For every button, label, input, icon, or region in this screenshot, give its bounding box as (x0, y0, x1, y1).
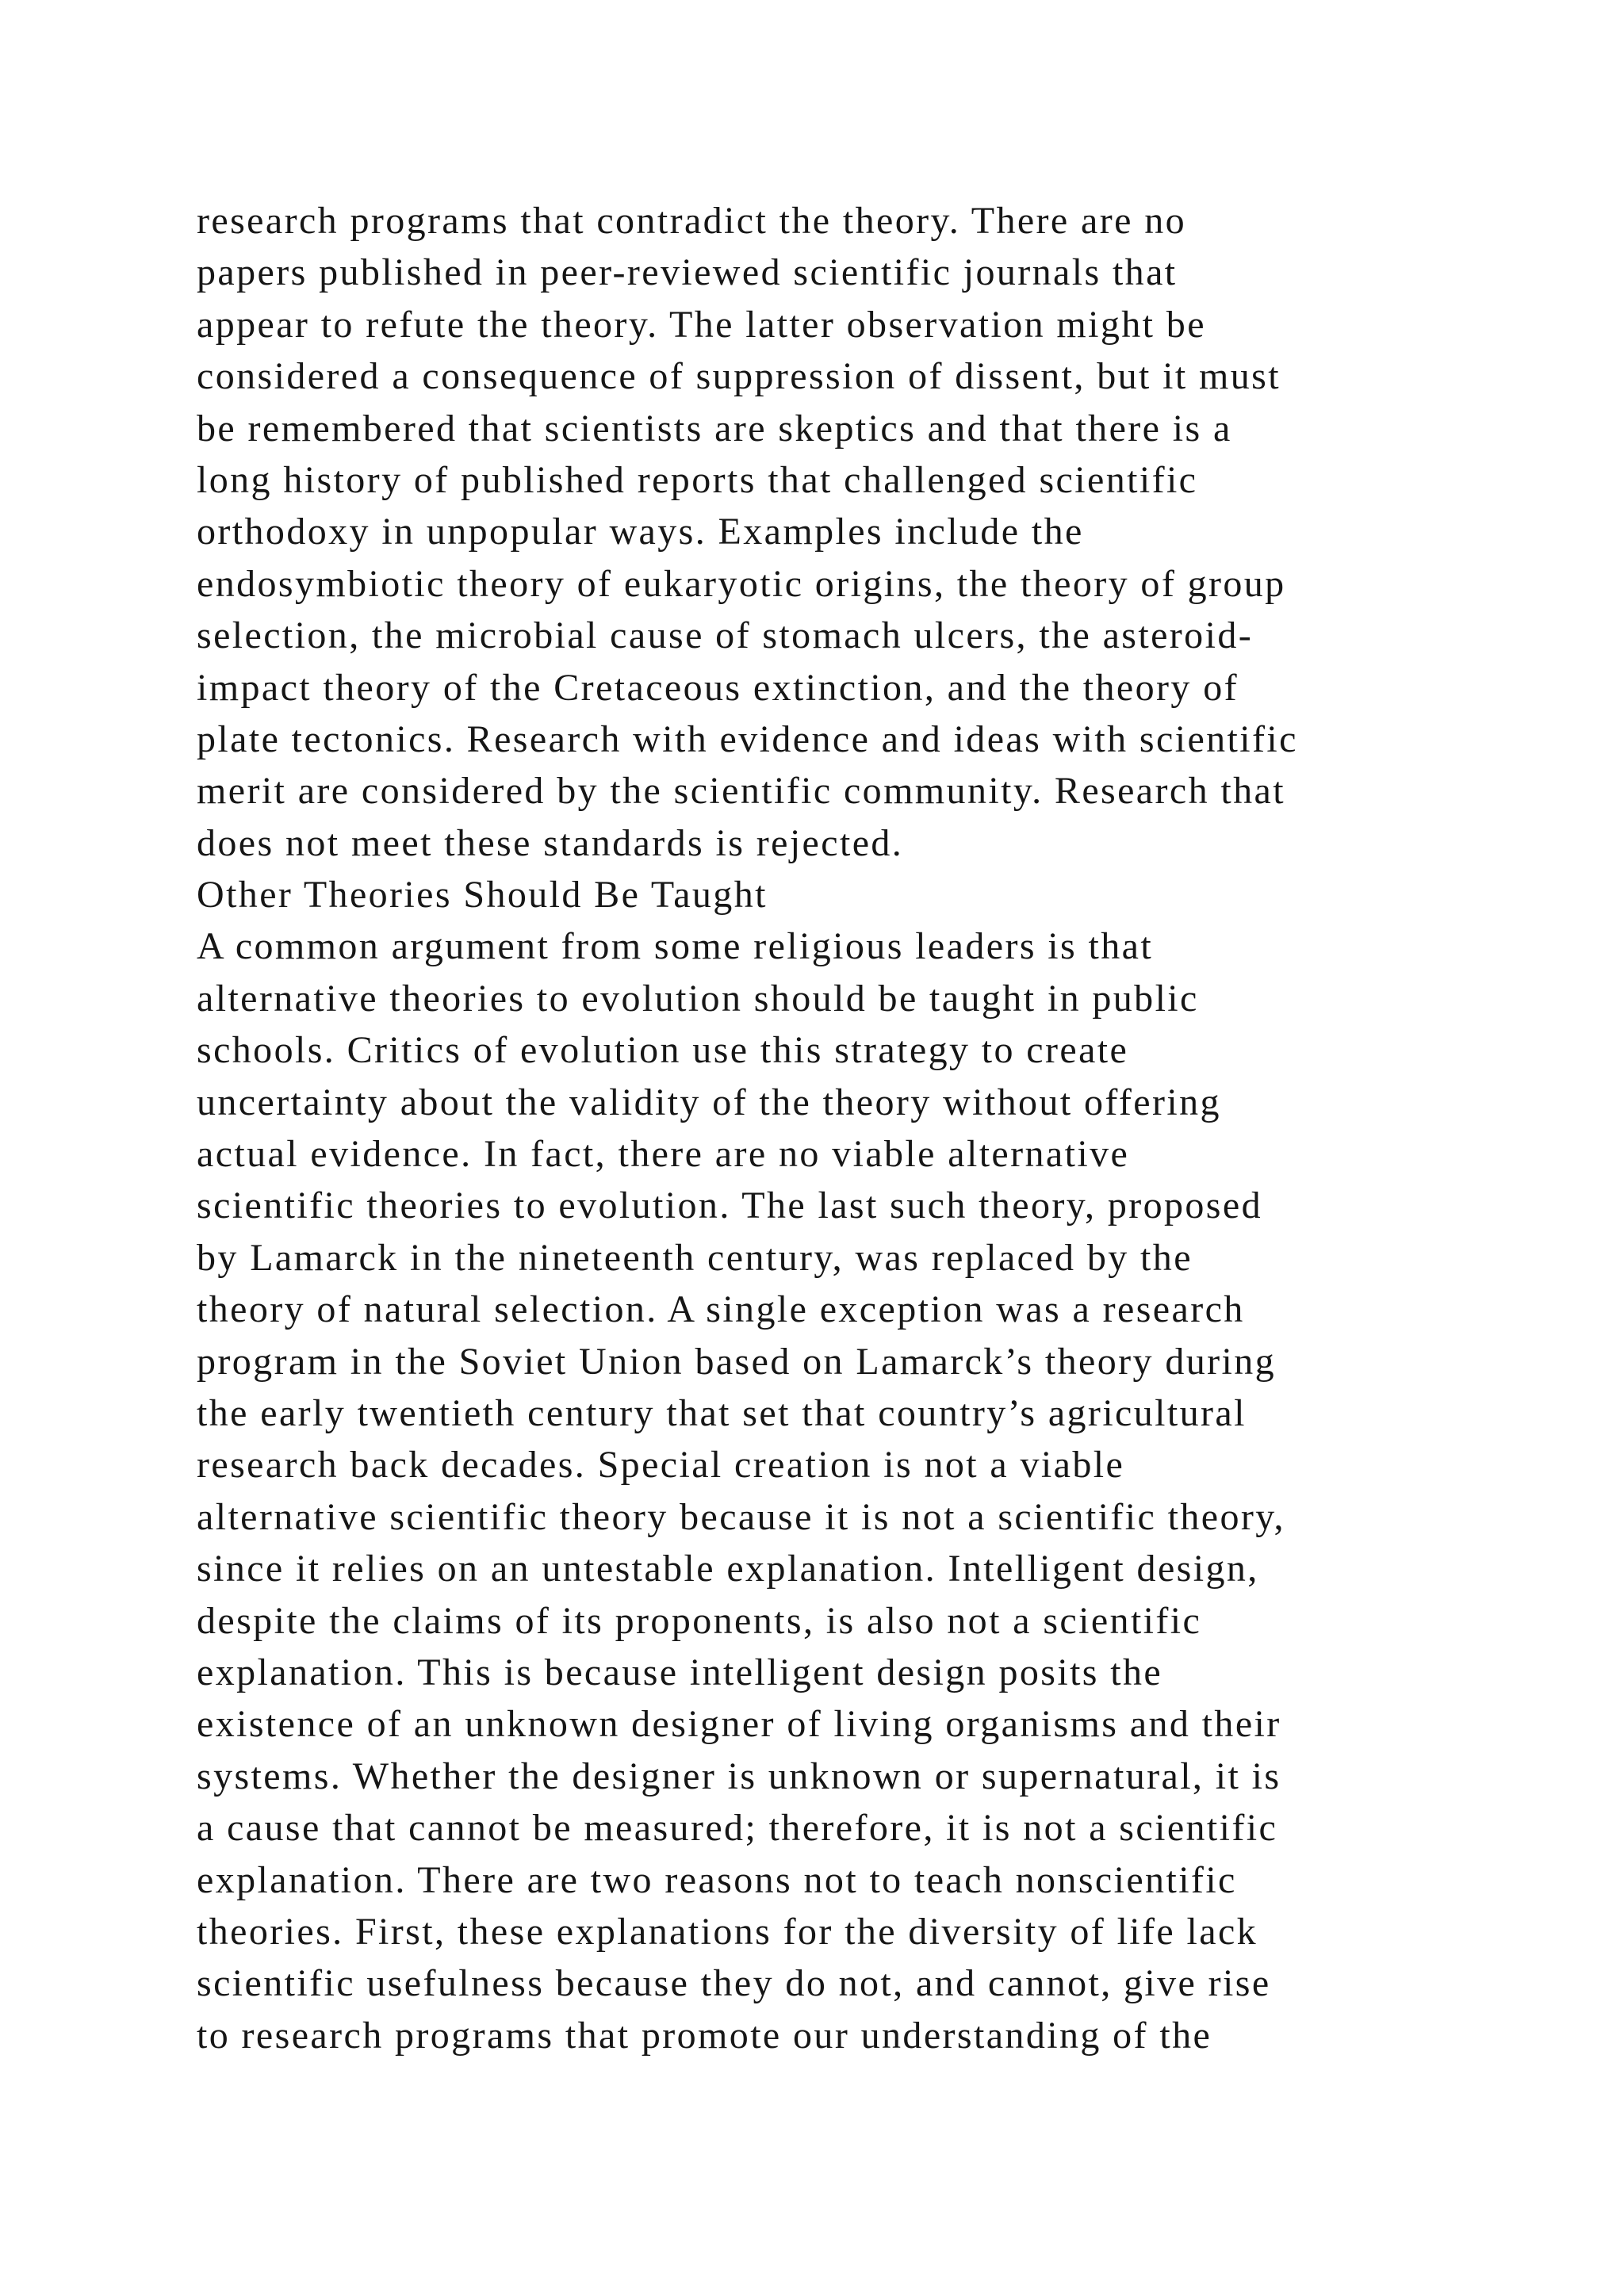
text-line: alternative scientific theory because it is not a scientific theory, (197, 1495, 1285, 1538)
text-line: the early twentieth century that set that country’s agricultural (197, 1391, 1247, 1434)
text-line: scientific theories to evolution. The last such theory, proposed (197, 1184, 1262, 1227)
text-line: a cause that cannot be measured; therefore, it is not a scientific (197, 1807, 1278, 1850)
text-line: considered a consequence of suppression of dissent, but it must (197, 355, 1281, 398)
text-line: despite the claims of its proponents, is also not a scientific (197, 1599, 1202, 1642)
text-line: alternative theories to evolution should be taught in public (197, 977, 1199, 1020)
text-line: appear to refute the theory. The latter observation might be (197, 303, 1206, 346)
text-line: long history of published reports that challenged scientific (197, 458, 1198, 501)
document-body-text (197, 195, 1481, 2061)
text-line: impact theory of the Cretaceous extinction, and the theory of (197, 666, 1239, 709)
text-line: endosymbiotic theory of eukaryotic origins, the theory of group (197, 562, 1286, 605)
text-line: merit are considered by the scientific community. Research that (197, 770, 1285, 813)
text-line: systems. Whether the designer is unknown or supernatural, it is (197, 1755, 1281, 1797)
text-line: plate tectonics. Research with evidence and ideas with scientific (197, 718, 1298, 760)
text-line: program in the Soviet Union based on Lamarck’s theory during (197, 1340, 1277, 1383)
text-line: to research programs that promote our understanding of the (197, 2014, 1212, 2057)
text-line: uncertainty about the validity of the theory without offering (197, 1081, 1221, 1123)
text-line: schools. Critics of evolution use this strategy to create (197, 1029, 1129, 1072)
text-line: scientific usefulness because they do not, and cannot, give rise (197, 1962, 1271, 2005)
text-line: theory of natural selection. A single exception was a research (197, 1288, 1245, 1331)
text-line: be remembered that scientists are skeptics and that there is a (197, 407, 1232, 450)
text-line: does not meet these standards is rejected. (197, 821, 904, 864)
text-line: theories. First, these explanations for the diversity of life lack (197, 1910, 1258, 1953)
text-line: existence of an unknown designer of living organisms and their (197, 1703, 1281, 1746)
text-line: selection, the microbial cause of stomach ulcers, the asteroid- (197, 614, 1254, 657)
text-line: explanation. There are two reasons not to teach nonscientific (197, 1858, 1237, 1901)
text-line: orthodoxy in unpopular ways. Examples include the (197, 511, 1084, 553)
text-line: actual evidence. In fact, there are no viable alternative (197, 1133, 1130, 1176)
text-line: papers published in peer-reviewed scientific journals that (197, 251, 1178, 294)
text-line: A common argument from some religious leaders is that (197, 925, 1154, 968)
text-line: research programs that contradict the theory. There are no (197, 200, 1187, 242)
text-line: by Lamarck in the nineteenth century, was replaced by the (197, 1236, 1193, 1279)
text-line: explanation. This is because intelligent design posits the (197, 1651, 1163, 1693)
section-heading: Other Theories Should Be Taught (197, 874, 768, 916)
text-line: research back decades. Special creation is not a viable (197, 1444, 1125, 1487)
text-line: since it relies on an untestable explanation. Intelligent design, (197, 1548, 1259, 1590)
